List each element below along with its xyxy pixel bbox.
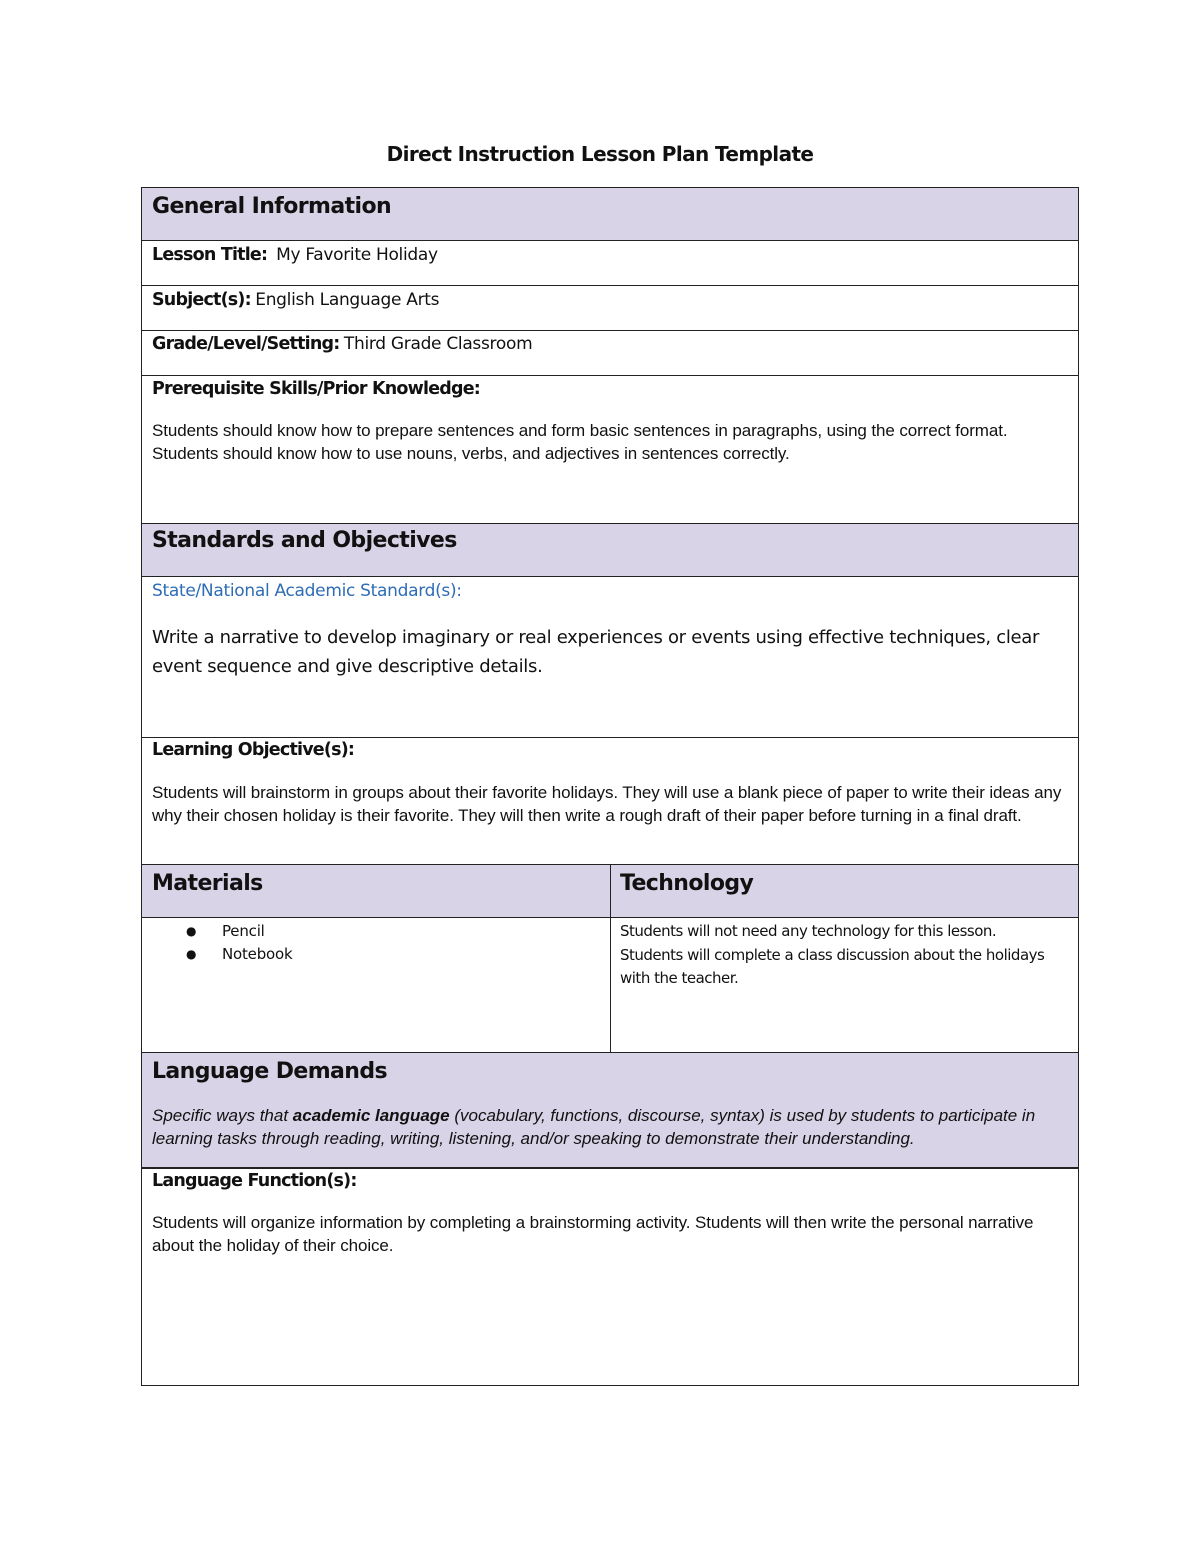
subjects-value: English Language Arts: [255, 290, 440, 310]
language-demands-heading: Language Demands: [152, 1059, 387, 1084]
prerequisite-text: Students should know how to prepare sentences and form basic sentences in paragraphs, using the correct format. Students should know how to use nouns, verbs, and adjectives in sentences correctly.: [152, 421, 1008, 463]
subjects-line: [152, 290, 439, 310]
lesson-title-value: My Favorite Holiday: [276, 245, 438, 265]
standard-text: Write a narrative to develop imaginary or real experiences or events using effective techniques, clear event sequence and give descriptive details.: [152, 627, 1040, 677]
description-bold: academic language: [292, 1106, 450, 1125]
list-item: ● Pencil: [152, 920, 292, 943]
technology-text: Students will not need any technology for this lesson. Students will complete a class discussion about the holidays with the teacher.: [620, 922, 1045, 987]
language-function-label: Language Function(s):: [152, 1171, 357, 1191]
lesson-title-line: [152, 245, 438, 265]
general-information-heading: General Information: [152, 194, 392, 219]
general-information-header-row: [141, 187, 1079, 241]
materials-technology-row: [141, 917, 1079, 1054]
standard-label: State/National Academic Standard(s):: [152, 581, 462, 601]
language-demands-row: [141, 1052, 1079, 1169]
standards-heading: Standards and Objectives: [152, 528, 457, 553]
column-divider: [610, 918, 611, 1053]
objective-text: Students will brainstorm in groups about their favorite holidays. They will use a blank piece of paper to write their ideas any why their chosen holiday is their favorite. They will then write a rough draft of their paper before turning in a final draft.: [152, 783, 1062, 825]
description-prefix: Specific ways that: [152, 1106, 293, 1125]
standards-header-row: [141, 523, 1079, 577]
subjects-row: [141, 285, 1079, 331]
language-demands-description: [152, 1104, 1068, 1150]
prerequisite-row: [141, 375, 1079, 525]
materials-technology-header-row: [141, 864, 1079, 918]
column-divider: [610, 865, 611, 917]
subjects-label: Subject(s):: [152, 290, 251, 310]
grade-value: Third Grade Classroom: [343, 334, 533, 354]
list-item: ● Notebook: [152, 943, 292, 966]
materials-heading: Materials: [152, 871, 263, 896]
language-function-row: [141, 1167, 1079, 1386]
grade-line: [152, 334, 532, 354]
technology-heading: Technology: [620, 871, 754, 896]
lesson-title-row: [141, 240, 1079, 286]
grade-row: [141, 330, 1079, 376]
grade-label: Grade/Level/Setting:: [152, 334, 340, 354]
materials-list: [152, 920, 292, 966]
objective-label: Learning Objective(s):: [152, 740, 355, 760]
standards-row: [141, 576, 1079, 738]
objectives-row: [141, 737, 1079, 865]
language-function-text: Students will organize information by completing a brainstorming activity. Students will then write the personal narrative about the holiday of their choice.: [152, 1213, 1034, 1255]
description-suffix: (vocabulary, functions, discourse, syntax) is used by students to participate in learning tasks through reading, writing, listening, and/or speaking to demonstrate their understanding.: [152, 1106, 1036, 1148]
page-title: Direct Instruction Lesson Plan Template: [386, 142, 814, 166]
lesson-title-label: Lesson Title:: [152, 245, 268, 265]
prerequisite-label: Prerequisite Skills/Prior Knowledge:: [152, 379, 480, 399]
